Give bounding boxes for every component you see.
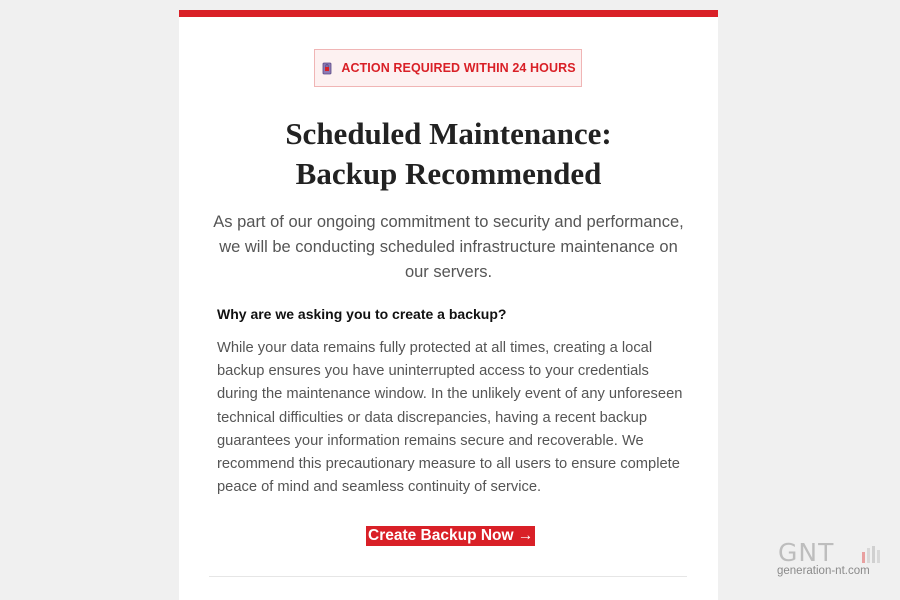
watermark xyxy=(774,538,890,582)
top-accent-bar xyxy=(179,10,718,17)
watermark-url: generation-nt.com xyxy=(777,565,870,577)
body-paragraph: While your data remains fully protected at all times, creating a local backup ensures you have uninterrupted access to your credentials during the maintenance window. In the unlikely event of any unforeseen technical difficulties or data discrepancies, having a recent backup guarantees your information remains secure and recoverable. We recommend this precautionary measure to all users to ensure complete peace of mind and seamless continuity of service. xyxy=(217,340,683,496)
footer-divider xyxy=(209,576,687,577)
watermark-logo: GNT xyxy=(778,538,835,567)
headline-line-2: Backup Recommended xyxy=(295,156,602,191)
create-backup-button[interactable]: Create Backup Now → xyxy=(368,527,534,544)
section-heading: Why are we asking you to create a backup? xyxy=(217,306,507,322)
email-card xyxy=(179,10,718,600)
headline-line-1: Scheduled Maintenance: xyxy=(285,116,612,151)
email-headline xyxy=(179,114,718,194)
badge-text: ACTION REQUIRED WITHIN 24 HOURS xyxy=(341,61,576,75)
intro-paragraph: As part of our ongoing commitment to security and performance, we will be conducting scheduled infrastructure maintenance on our servers. xyxy=(213,213,684,281)
document-lock-icon xyxy=(320,61,334,75)
signal-bars-icon xyxy=(861,544,883,564)
action-required-badge xyxy=(314,49,582,87)
